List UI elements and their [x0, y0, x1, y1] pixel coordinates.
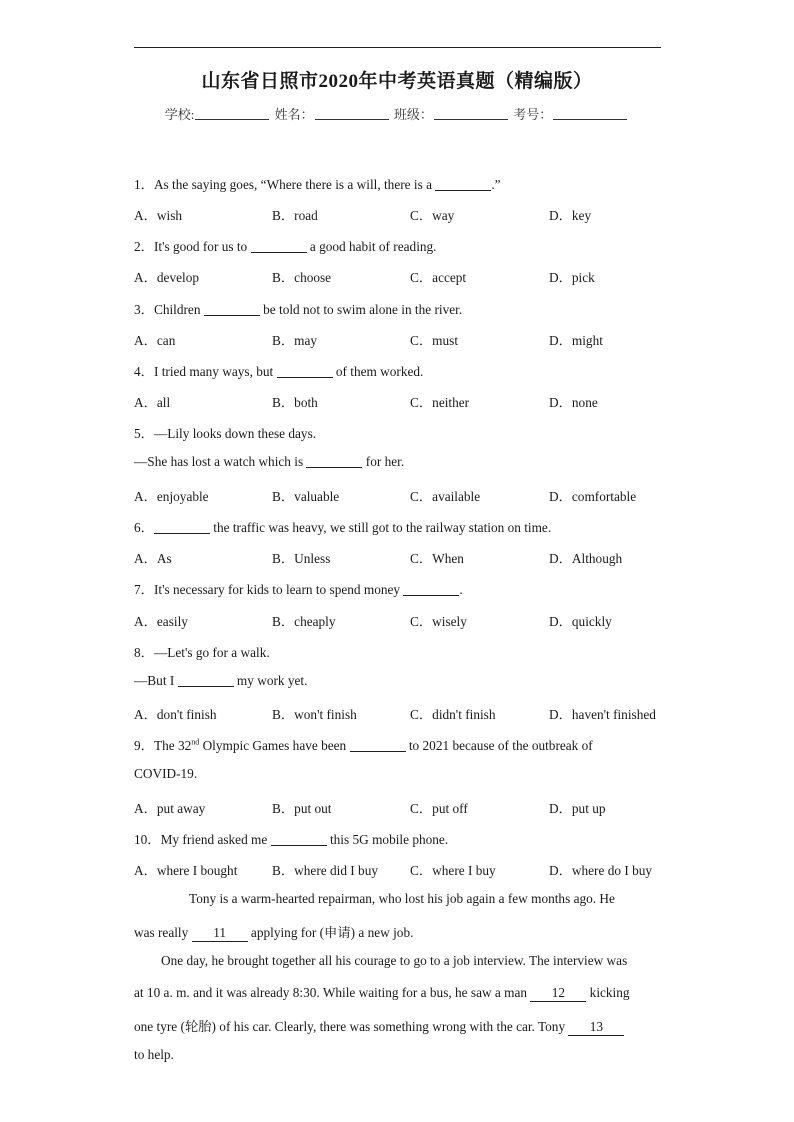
- passage-line: One day, he brought together all his courage to go to a job interview. The interview was: [161, 953, 628, 968]
- question-8: 8．—Let's go for a walk.: [134, 645, 270, 660]
- option-b[interactable]: B．choose: [272, 270, 332, 285]
- name-field[interactable]: [315, 107, 389, 120]
- option-c[interactable]: C．put off: [410, 801, 468, 816]
- school-label: 学校:: [164, 107, 195, 122]
- passage-line: Tony is a warm-hearted repairman, who lost his job again a few months ago. He: [189, 891, 615, 906]
- info-fields: [0, 104, 794, 123]
- option-d[interactable]: D．might: [549, 333, 603, 348]
- option-c[interactable]: C．didn't finish: [410, 707, 496, 722]
- passage-line: at 10 a. m. and it was already 8:30. While waiting for a bus, he saw a man 12 kicking: [134, 985, 630, 1000]
- cloze-blank-11: 11: [192, 925, 248, 942]
- option-d[interactable]: D．key: [549, 208, 592, 223]
- school-field[interactable]: [195, 107, 269, 120]
- question-3: 3．Children be told not to swim alone in the river.: [134, 302, 463, 317]
- question-2: 2．It's good for us to a good habit of reading.: [134, 239, 437, 254]
- question-9-line-2: COVID-19.: [134, 766, 198, 781]
- question-7: 7．It's necessary for kids to learn to spend money .: [134, 582, 463, 597]
- option-b[interactable]: B．road: [272, 208, 318, 223]
- option-a[interactable]: A．where I bought: [134, 863, 238, 878]
- answer-blank: [403, 583, 459, 596]
- option-c[interactable]: C．wisely: [410, 614, 467, 629]
- class-field[interactable]: [434, 107, 508, 120]
- passage-line: to help.: [134, 1047, 174, 1062]
- option-b[interactable]: B．put out: [272, 801, 332, 816]
- answer-blank: [204, 303, 260, 316]
- option-c[interactable]: C．neither: [410, 395, 470, 410]
- passage-line: was really 11 applying for (申请) a new job.: [134, 925, 414, 940]
- option-d[interactable]: D．Although: [549, 551, 623, 566]
- passage-line: one tyre (轮胎) of his car. Clearly, there was something wrong with the car. Tony 13: [134, 1016, 624, 1036]
- option-b[interactable]: B．may: [272, 333, 318, 348]
- option-d[interactable]: D．haven't finished: [549, 707, 656, 722]
- exam-no-label: 考号：: [513, 107, 553, 122]
- option-a[interactable]: A．wish: [134, 208, 183, 223]
- option-b[interactable]: B．won't finish: [272, 707, 357, 722]
- option-b[interactable]: B．where did I buy: [272, 863, 378, 878]
- question-4: 4．I tried many ways, but of them worked.: [134, 364, 424, 379]
- page-title: 山东省日照市2020年中考英语真题（精编版）: [201, 71, 593, 92]
- option-a[interactable]: A．don't finish: [134, 707, 217, 722]
- option-a[interactable]: A．develop: [134, 270, 199, 285]
- cloze-blank-12: 12: [530, 985, 586, 1002]
- cloze-blank-13: 13: [568, 1019, 624, 1036]
- option-b[interactable]: B．valuable: [272, 489, 340, 504]
- option-d[interactable]: D．none: [549, 395, 598, 410]
- exam-no-field[interactable]: [553, 107, 627, 120]
- answer-blank: [271, 833, 327, 846]
- name-label: 姓名：: [274, 107, 314, 122]
- option-a[interactable]: A．put away: [134, 801, 206, 816]
- option-d[interactable]: D．where do I buy: [549, 863, 653, 878]
- option-b[interactable]: B．both: [272, 395, 318, 410]
- option-c[interactable]: C．way: [410, 208, 455, 223]
- option-a[interactable]: A．As: [134, 551, 172, 566]
- question-8-line-2: —But I my work yet.: [134, 673, 308, 688]
- option-d[interactable]: D．pick: [549, 270, 595, 285]
- option-b[interactable]: B．cheaply: [272, 614, 336, 629]
- answer-blank: [277, 365, 333, 378]
- question-6: 6． the traffic was heavy, we still got to the railway station on time.: [134, 520, 552, 535]
- option-d[interactable]: D．quickly: [549, 614, 612, 629]
- option-b[interactable]: B．Unless: [272, 551, 331, 566]
- option-c[interactable]: C．where I buy: [410, 863, 496, 878]
- answer-blank: [350, 739, 406, 752]
- question-1: 1．As the saying goes, “Where there is a will, there is a .”: [134, 177, 501, 192]
- answer-blank: [251, 240, 307, 253]
- answer-blank: [178, 674, 234, 687]
- option-d[interactable]: D．put up: [549, 801, 606, 816]
- class-label: 班级：: [393, 107, 433, 122]
- answer-blank: [306, 455, 362, 468]
- option-a[interactable]: A．can: [134, 333, 176, 348]
- option-a[interactable]: A．enjoyable: [134, 489, 209, 504]
- option-c[interactable]: C．When: [410, 551, 464, 566]
- question-5-line-2: —She has lost a watch which is for her.: [134, 454, 405, 469]
- option-a[interactable]: A．all: [134, 395, 171, 410]
- top-rule: [134, 47, 661, 48]
- option-c[interactable]: C．accept: [410, 270, 467, 285]
- option-a[interactable]: A．easily: [134, 614, 188, 629]
- question-9: 9．The 32nd Olympic Games have been to 2021 because of the outbreak of: [134, 737, 593, 753]
- option-c[interactable]: C．available: [410, 489, 481, 504]
- question-5: 5．—Lily looks down these days.: [134, 426, 317, 441]
- answer-blank: [435, 178, 491, 191]
- answer-blank: [154, 521, 210, 534]
- option-d[interactable]: D．comfortable: [549, 489, 637, 504]
- question-10: 10．My friend asked me this 5G mobile phone.: [134, 832, 449, 847]
- option-c[interactable]: C．must: [410, 333, 459, 348]
